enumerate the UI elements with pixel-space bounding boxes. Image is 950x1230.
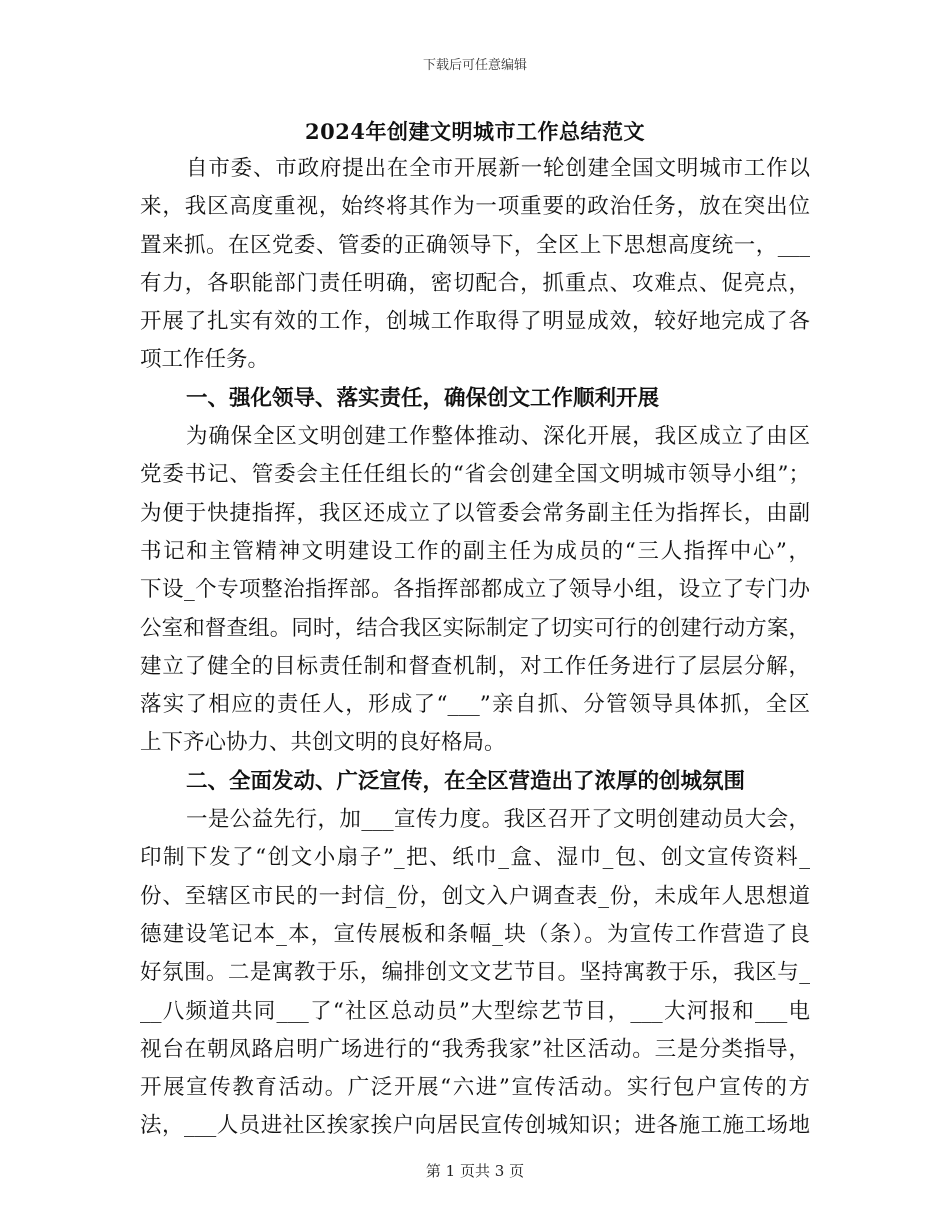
section-heading: 二、全面发动、广泛宣传，在全区营造出了浓厚的创城氛围	[186, 768, 746, 794]
text-line: 有力，各职能部门责任明确，密切配合，抓重点、攻难点、促亮点，	[140, 270, 810, 296]
text-line: 好氛围。二是寓教于乐，编排创文文艺节目。坚持寓教于乐，我区与_	[140, 960, 810, 986]
text-line: 落实了相应的责任人，形成了“___”亲自抓、分管领导具体抓，全区	[140, 692, 810, 718]
text-line: 项工作任务。	[140, 347, 270, 373]
document-title: 2024年创建文明城市工作总结范文	[305, 119, 645, 144]
text-line: 视台在朝凤路启明广场进行的“我秀我家”社区活动。三是分类指导，	[140, 1036, 810, 1062]
text-line: 为确保全区文明创建工作整体推动、深化开展，我区成立了由区	[186, 424, 810, 450]
text-line: 上下齐心协力、共创文明的良好格局。	[140, 730, 506, 756]
text-line: 为便于快捷指挥，我区还成立了以管委会常务副主任为指挥长，由副	[140, 500, 810, 526]
text-line: 下设_个专项整治指挥部。各指挥部都成立了领导小组，设立了专门办	[140, 577, 810, 603]
text-line: 公室和督查组。同时，结合我区实际制定了切实可行的创建行动方案，	[140, 615, 810, 641]
text-line: 建立了健全的目标责任制和督查机制，对工作任务进行了层层分解，	[140, 653, 810, 679]
text-line: 党委书记、管委会主任任组长的“省会创建全国文明城市领导小组”；	[140, 462, 810, 488]
document-body	[140, 150, 810, 1146]
text-line: 一是公益先行，加___宣传力度。我区召开了文明创建动员大会，	[186, 807, 810, 833]
text-line: 置来抓。在区党委、管委的正确领导下，全区上下思想高度统一，___	[140, 232, 810, 258]
header-note: 下载后可任意编辑	[422, 58, 527, 73]
text-line: 书记和主管精神文明建设工作的副主任为成员的“三人指挥中心”，	[140, 538, 810, 564]
text-line: 来，我区高度重视，始终将其作为一项重要的政治任务，放在突出位	[140, 194, 810, 220]
text-line: 德建设笔记本_本，宣传展板和条幅_块（条）。为宣传工作营造了良	[140, 921, 810, 947]
text-line: __八频道共同___了“社区总动员”大型综艺节目，___大河报和___电	[140, 998, 810, 1024]
text-line: 开展了扎实有效的工作，创城工作取得了明显成效，较好地完成了各	[140, 309, 810, 335]
text-line: 印制下发了“创文小扇子”_把、纸巾_盒、湿巾_包、创文宣传资料_	[140, 845, 810, 871]
section-heading: 一、强化领导、落实责任，确保创文工作顺利开展	[186, 385, 660, 411]
page-footer: 第 1 页共 3 页	[425, 1162, 525, 1180]
text-line: 份、至辖区市民的一封信_份，创文入户调查表_份，未成年人思想道	[140, 883, 810, 909]
text-line: 自市委、市政府提出在全市开展新一轮创建全国文明城市工作以	[186, 156, 810, 181]
text-line: 开展宣传教育活动。广泛开展“六进”宣传活动。实行包户宣传的方	[140, 1075, 810, 1101]
text-line: 法，___人员进社区挨家挨户向居民宣传创城知识；进各施工施工场地	[140, 1113, 810, 1139]
